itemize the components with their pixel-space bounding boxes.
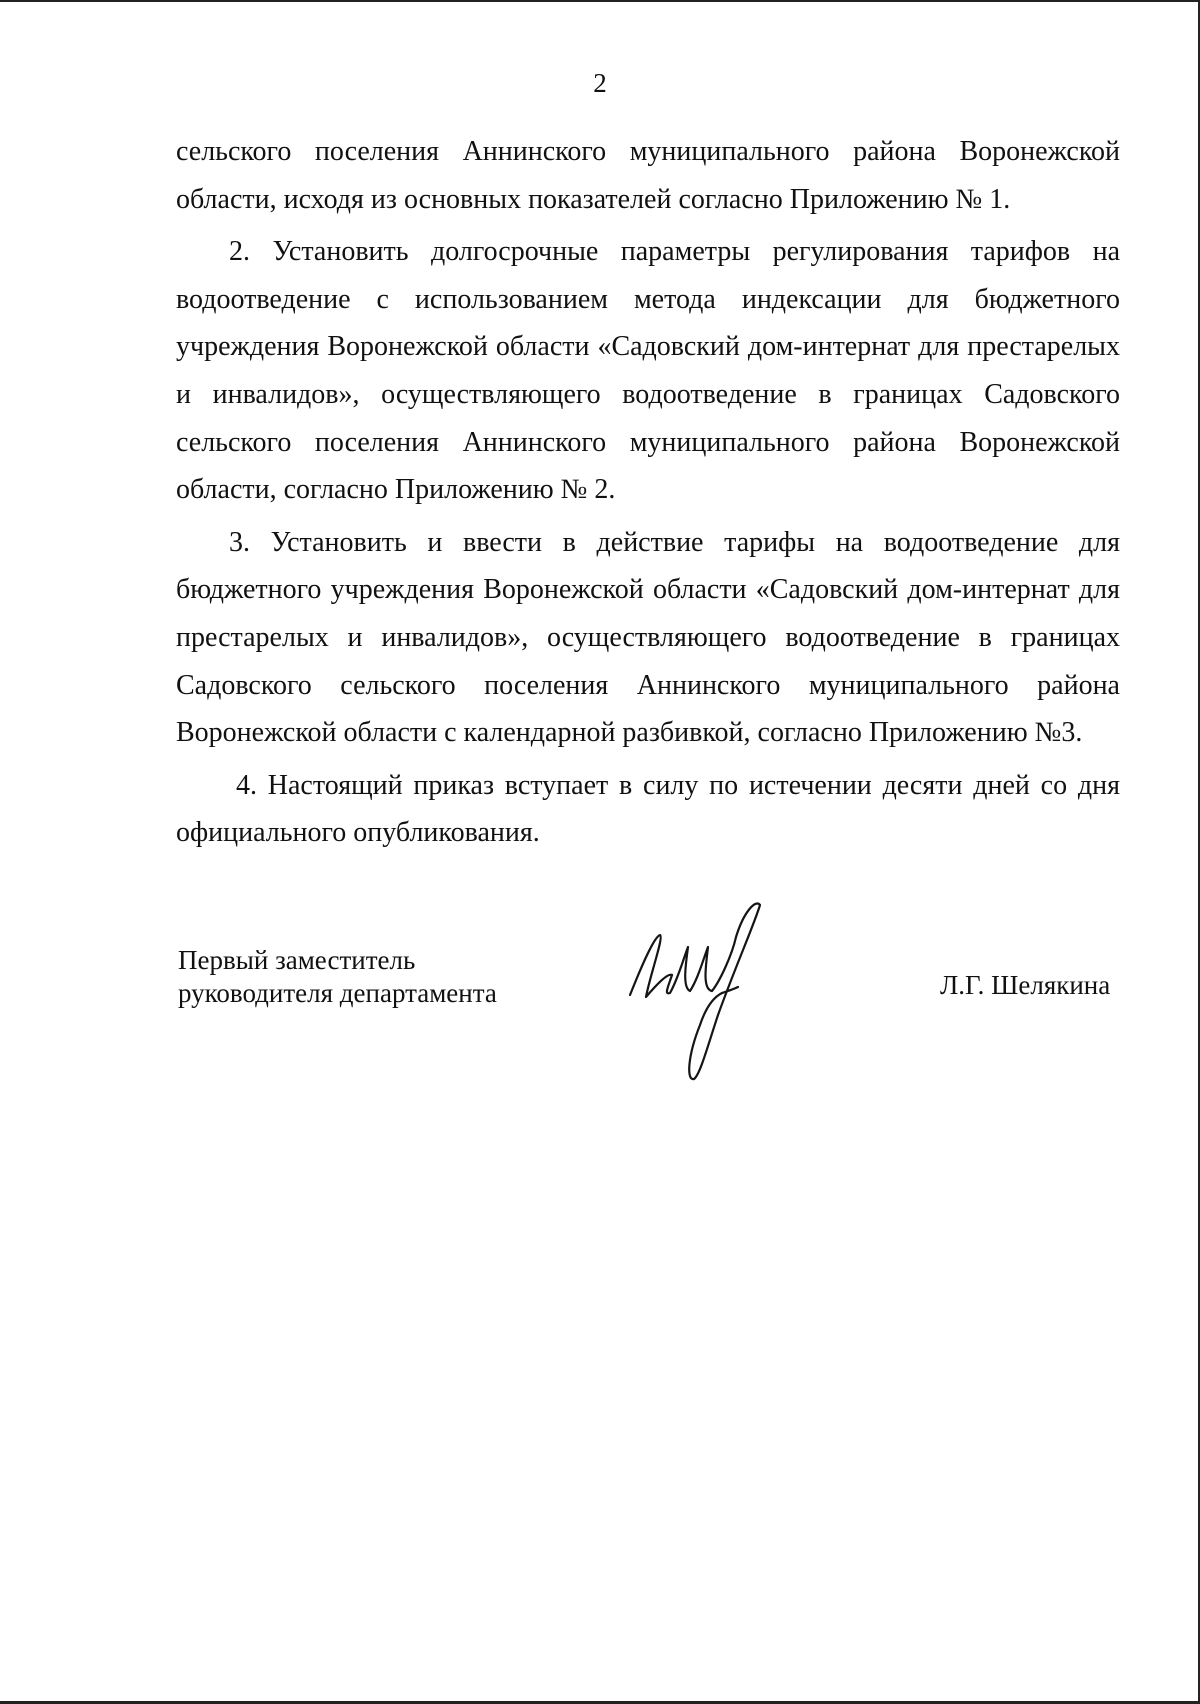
paragraph-item-4: 4. Настоящий приказ вступает в силу по истечении десяти дней со дня официального опубликования. [176,769,1120,849]
scan-border-top [0,0,1200,2]
paragraph-item-3: 3. Установить и ввести в действие тарифы на водоотведение для бюджетного учреждения Воронежской области «Садовский дом-интернат для престарелых и инвалидов», осуществляющего водоотведение в границах Садовского сельского поселения Аннинского муниципального района Воронежской области с календарной разбивкой, согласно Приложению №3. [176,526,1120,749]
signer-name: Л.Г. Шелякина [940,970,1111,1000]
signer-position-line-1: Первый заместитель [178,945,416,975]
signer-position [178,944,497,1010]
paragraph-item-2: 2. Установить долгосрочные параметры регулирования тарифов на водоотведение с использованием метода индексации для бюджетного учреждения Воронежской области «Садовский дом-интернат для престарелых и инвалидов», осуществляющего водоотведение в границах Садовского сельского поселения Аннинского муниципального района Воронежской области, согласно Приложению № 2. [176,236,1120,506]
handwritten-signature [620,895,790,1085]
page-number: 2 [593,68,607,98]
signer-position-line-2: руководителя департамента [178,978,497,1008]
paragraph-continuation: сельского поселения Аннинского муниципального района Воронежской области, исходя из основных показателей согласно Приложению № 1. [176,136,1120,215]
document-body [176,128,1120,862]
